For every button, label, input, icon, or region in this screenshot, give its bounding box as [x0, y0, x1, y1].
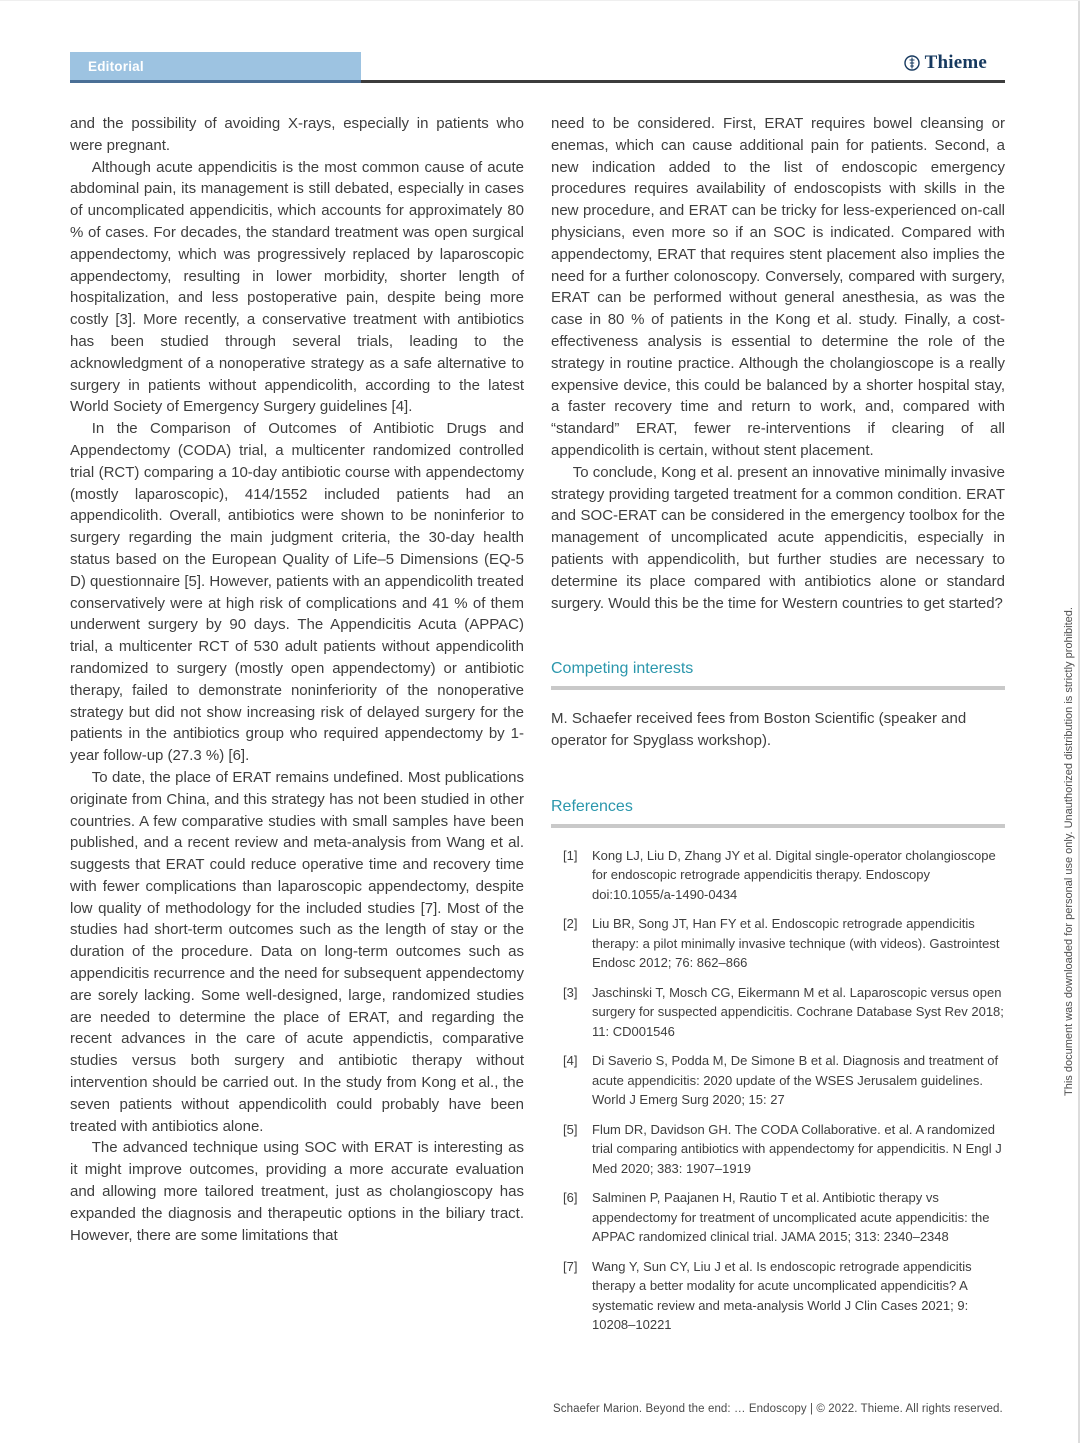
publisher-logo — [904, 52, 987, 74]
reference-item — [563, 1188, 1005, 1247]
reference-number: [1] — [563, 847, 578, 863]
reference-text: Salminen P, Paajanen H, Rautio T et al. Antibiotic therapy vs appendectomy for treatment of uncomplicated acute appendicitis: the APPAC randomized clinical trial. JAMA 2015; 313: 2340–2348 — [592, 1190, 990, 1245]
reference-item — [563, 1051, 1005, 1110]
left-column — [70, 113, 524, 1345]
reference-number: [3] — [563, 984, 578, 1000]
paragraph: To conclude, Kong et al. present an innovative minimally invasive strategy providing targeted treatment for a common condition. ERAT and SOC-ERAT can be considered in the emergency toolbox for the management of uncomplicated acute appendicitis, especially in patients with appendicolith, but further studies are necessary to determine its place compared with antibiotics alone or standard surgery. Would this be the time for Western countries to get started? — [551, 463, 1005, 612]
paragraph: The advanced technique using SOC with ERAT is interesting as it might improve outcomes, providing a more accurate evaluation and allowing more tailored treatment, just as cholangioscopy has expanded the diagnosis and therapeutic options in the biliary tract. However, there are some limitations that — [70, 1139, 524, 1244]
competing-interests-heading: Competing interests — [551, 660, 694, 678]
reference-text: Kong LJ, Liu D, Zhang JY et al. Digital single-operator cholangioscope for endoscopic retrograde appendicitis therapy. Endoscopy doi:10.1055/a-1490-0434 — [592, 847, 996, 902]
section-divider — [551, 686, 1005, 690]
footer-citation: Schaefer Marion. Beyond the end: … Endoscopy | © 2022. Thieme. All rights reserved. — [553, 1403, 1003, 1415]
reference-item — [563, 983, 1005, 1042]
references-heading: References — [551, 797, 633, 815]
page-header — [70, 49, 1005, 83]
publisher-wordmark: Thieme — [924, 52, 987, 73]
download-notice: This document was downloaded for personal use only. Unauthorized distribution is strictly prohibited. — [1063, 607, 1075, 1096]
reference-number: [6] — [563, 1190, 578, 1206]
article-body — [70, 113, 1005, 1345]
reference-number: [5] — [563, 1121, 578, 1137]
reference-text: Di Saverio S, Podda M, De Simone B et al. Diagnosis and treatment of acute appendicitis: 2020 update of the WSES Jerusalem guidelines. World J Emerg Surg 2020; 15: 27 — [592, 1053, 999, 1108]
paragraph: To date, the place of ERAT remains undefined. Most publications originate from China, and this strategy has not been studied in other countries. A few comparative studies with small samples have been published, and a recent review and meta-analysis from Wang et al. suggests that ERAT could reduce operative time and recovery time with fewer complications than laparoscopic appendectomy, despite low quality of methodology for the included studies [7]. Most of the studies had short-term outcomes such as the length of stay or the duration of the procedure. Data on long-term outcomes such as appendicitis recurrence and the need for subsequent appendectomy are sorely lacking. Some well-designed, large, randomized studies are needed to determine the place of ERAT, and regarding the recent advances in the care of acute appendictis, comparative studies versus both surgery and antibiotic therapy without intervention should be carried out. In the study from Kong et al., the seven patients without appendicolith could probably have been treated with antibiotics alone. — [70, 768, 524, 1135]
reference-text: Jaschinski T, Mosch CG, Eikermann M et al. Laparoscopic versus open surgery for suspected appendicitis. Cochrane Database Syst Rev 2018; 11: CD001546 — [592, 984, 1004, 1039]
paragraph: In the Comparison of Outcomes of Antibiotic Drugs and Appendectomy (CODA) trial, a multicenter randomized controlled trial (RCT) comparing a 10-day antibiotic course with appendectomy (mostly laparoscopic), 414/1552 included patients had an appendicolith. Overall, antibiotics were shown to be noninferior to surgery regarding the main judgment criteria, the 30-day health status based on the European Quality of Life–5 Dimensions (EQ-5 D) questionnaire [5]. However, patients with an appendicolith treated conservatively were at high risk of complications and 41 % of them underwent surgery by 90 days. The Appendicitis Acuta (APPAC) trial, a multicenter RCT of 530 adult patients without appendicolith randomized to surgery (mostly open appendectomy) or antibiotic therapy, failed to demonstrate noninferiority of the nonoperative strategy but did not show increasing risk of delayed surgery for the patients in the antibiotics group who required appendectomy by 1-year follow-up (27.3 %) [6]. — [70, 420, 524, 765]
paragraph: and the possibility of avoiding X-rays, especially in patients who were pregnant. — [70, 115, 524, 154]
right-column — [551, 113, 1005, 1345]
reference-item — [563, 914, 1005, 973]
thieme-crest-icon — [904, 54, 920, 72]
reference-item — [563, 846, 1005, 905]
section-divider — [551, 824, 1005, 828]
reference-list — [551, 846, 1005, 1335]
paragraph: need to be considered. First, ERAT requires bowel cleansing or enemas, which can cause additional pain for patients. Second, a new indication added to the list of endoscopic emergency procedures requires availability of endoscopists with skills in the new procedure, and ERAT can be tricky for less-experienced on-call physicians, even more so if an SOC is indicated. Compared with appendectomy, ERAT that requires stent placement also implies the need for a further colonoscopy. Conversely, compared with surgery, ERAT can be performed without general anesthesia, as was the case in 80 % of patients in the Kong et al. study. Finally, a cost-effectiveness analysis is essential to determine the role of the strategy in routine practice. Although the cholangioscope is a really expensive device, this could be balanced by a shorter hospital stay, a faster recovery time and return to work, and, compared with “standard” ERAT, fewer re-interventions if clearing of all appendicolith is certain, without stent placement. — [551, 115, 1005, 459]
reference-item — [563, 1257, 1005, 1335]
reference-number: [4] — [563, 1053, 578, 1069]
paragraph: Although acute appendicitis is the most common cause of acute abdominal pain, its management is still debated, especially in cases of uncomplicated appendicitis, which accounts for approximately 80 % of cases. For decades, the standard treatment was open surgical appendectomy, which was progressively replaced by laparoscopic appendectomy, resulting in lower morbidity, shorter length of hospitalization, and less postoperative pain, despite being more costly [3]. More recently, a conservative treatment with antibiotics has been studied through several trials, leading to the acknowledgment of a nonoperative strategy as a safe alternative to surgery in patients without appendicolith, according to the latest World Society of Emergency Surgery guidelines [4]. — [70, 158, 524, 416]
reference-item — [563, 1120, 1005, 1179]
reference-number: [7] — [563, 1258, 578, 1274]
competing-interests-text: M. Schaefer received fees from Boston Scientific (speaker and operator for Spyglass workshop). — [551, 710, 967, 750]
reference-text: Wang Y, Sun CY, Liu J et al. Is endoscopic retrograde appendicitis therapy a better modality for acute uncomplicated appendicitis? A systematic review and meta-analysis World J Clin Cases 2021; 9: 10208–10221 — [592, 1258, 972, 1333]
section-label: Editorial — [88, 58, 144, 74]
reference-number: [2] — [563, 916, 578, 932]
section-banner — [70, 52, 361, 83]
reference-text: Liu BR, Song JT, Han FY et al. Endoscopic retrograde appendicitis therapy: a pilot minimally invasive technique (with videos). Gastrointest Endosc 2012; 76: 862–866 — [592, 916, 1000, 971]
reference-text: Flum DR, Davidson GH. The CODA Collaborative. et al. A randomized trial comparing antibiotics with appendectomy for appendicitis. N Engl J Med 2020; 383: 1907–1919 — [592, 1121, 1002, 1176]
